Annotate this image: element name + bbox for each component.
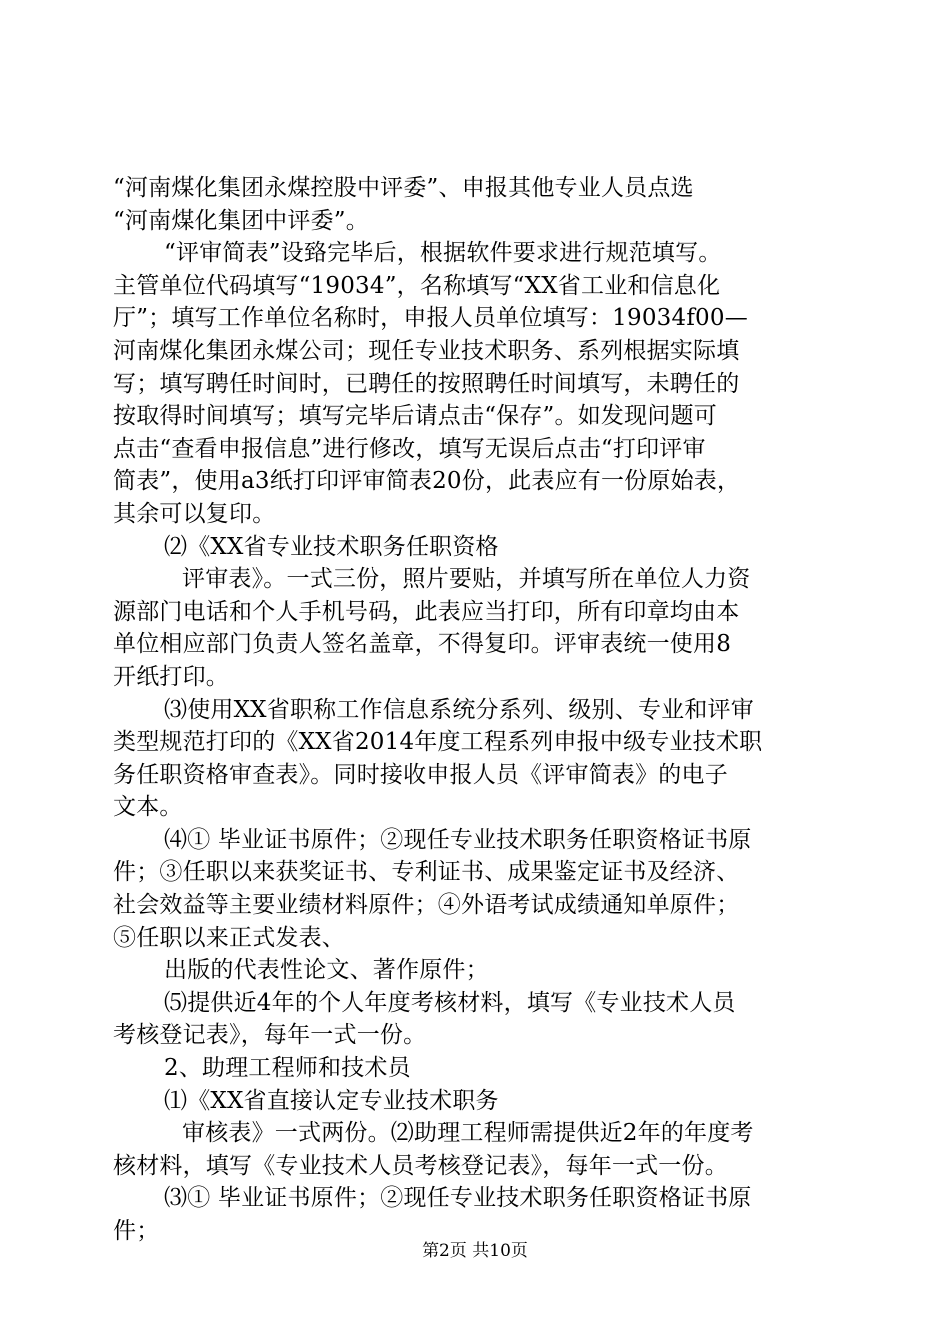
text-line: 写；填写聘任时间时，已聘任的按照聘任时间填写，未聘任的 <box>113 370 740 397</box>
text-line: ⑴《XX省直接认定专业技术职务 <box>164 1087 499 1114</box>
text-line: 评审表》。一式三份，照片要贴，并填写所在单位人力资 <box>182 566 751 593</box>
text-line: “评审简表”设臵完毕后，根据软件要求进行规范填写。 <box>164 240 722 267</box>
text-line: ⑶① 毕业证书原件；②现任专业技术职务任职资格证书原 <box>164 1185 752 1212</box>
text-line: 核材料，填写《专业技术人员考核登记表》，每年一式一份。 <box>113 1152 728 1179</box>
text-line: 社会效益等主要业绩材料原件；④外语考试成绩通知单原件； <box>113 892 740 919</box>
text-line: 件；③任职以来获奖证书、专利证书、成果鉴定证书及经济、 <box>113 859 740 886</box>
text-line: 审核表》一式两份。⑵助理工程师需提供近2年的年度考 <box>182 1120 754 1147</box>
text-line: ⑶使用XX省职称工作信息系统分系列、级别、专业和评审 <box>164 696 754 723</box>
text-line: 2、助理工程师和技术员 <box>164 1055 411 1082</box>
text-line: 其余可以复印。 <box>113 500 276 527</box>
text-line: 源部门电话和个人手机号码，此表应当打印，所有印章均由本 <box>113 598 740 625</box>
text-line: 厅”；填写工作单位名称时，申报人员单位填写：19034f00— <box>113 305 748 332</box>
text-line: ⑤任职以来正式发表、 <box>113 924 345 951</box>
text-line: 考核登记表》，每年一式一份。 <box>113 1022 427 1049</box>
text-line: 单位相应部门负责人签名盖章，不得复印。评审表统一使用8 <box>113 631 732 658</box>
text-line: ⑷① 毕业证书原件；②现任专业技术职务任职资格证书原 <box>164 826 752 853</box>
text-line: 简表”，使用a3纸打印评审简表20份，此表应有一份原始表， <box>113 468 741 495</box>
text-line: 出版的代表性论文、著作原件； <box>164 957 489 984</box>
text-line: 件； <box>113 1218 160 1244</box>
text-line: 开纸打印。 <box>113 663 229 690</box>
text-line: “河南煤化集团中评委”。 <box>113 207 369 234</box>
text-line: 类型规范打印的《XX省2014年度工程系列申报中级专业技术职 <box>113 729 763 756</box>
page-footer: 第2页 共10页 <box>422 1241 528 1261</box>
text-line: ⑸提供近4年的个人年度考核材料，填写《专业技术人员 <box>164 989 736 1016</box>
text-line: 文本。 <box>113 794 183 821</box>
text-line: 务任职资格审查表》。同时接收申报人员《评审简表》的电子 <box>113 761 728 788</box>
text-line: “河南煤化集团永煤控股中评委”、申报其他专业人员点选 <box>113 175 694 201</box>
text-line: 点击“查看申报信息”进行修改，填写无误后点击“打印评审 <box>113 435 706 462</box>
text-line: ⑵《XX省专业技术职务任职资格 <box>164 533 499 560</box>
document-body <box>113 172 843 1248</box>
text-line: 河南煤化集团永煤公司；现任专业技术职务、系列根据实际填 <box>113 337 740 364</box>
text-line: 主管单位代码填写“19034”，名称填写“XX省工业和信息化 <box>113 272 721 299</box>
text-line: 按取得时间填写；填写完毕后请点击“保存”。如发现问题可 <box>113 403 717 430</box>
